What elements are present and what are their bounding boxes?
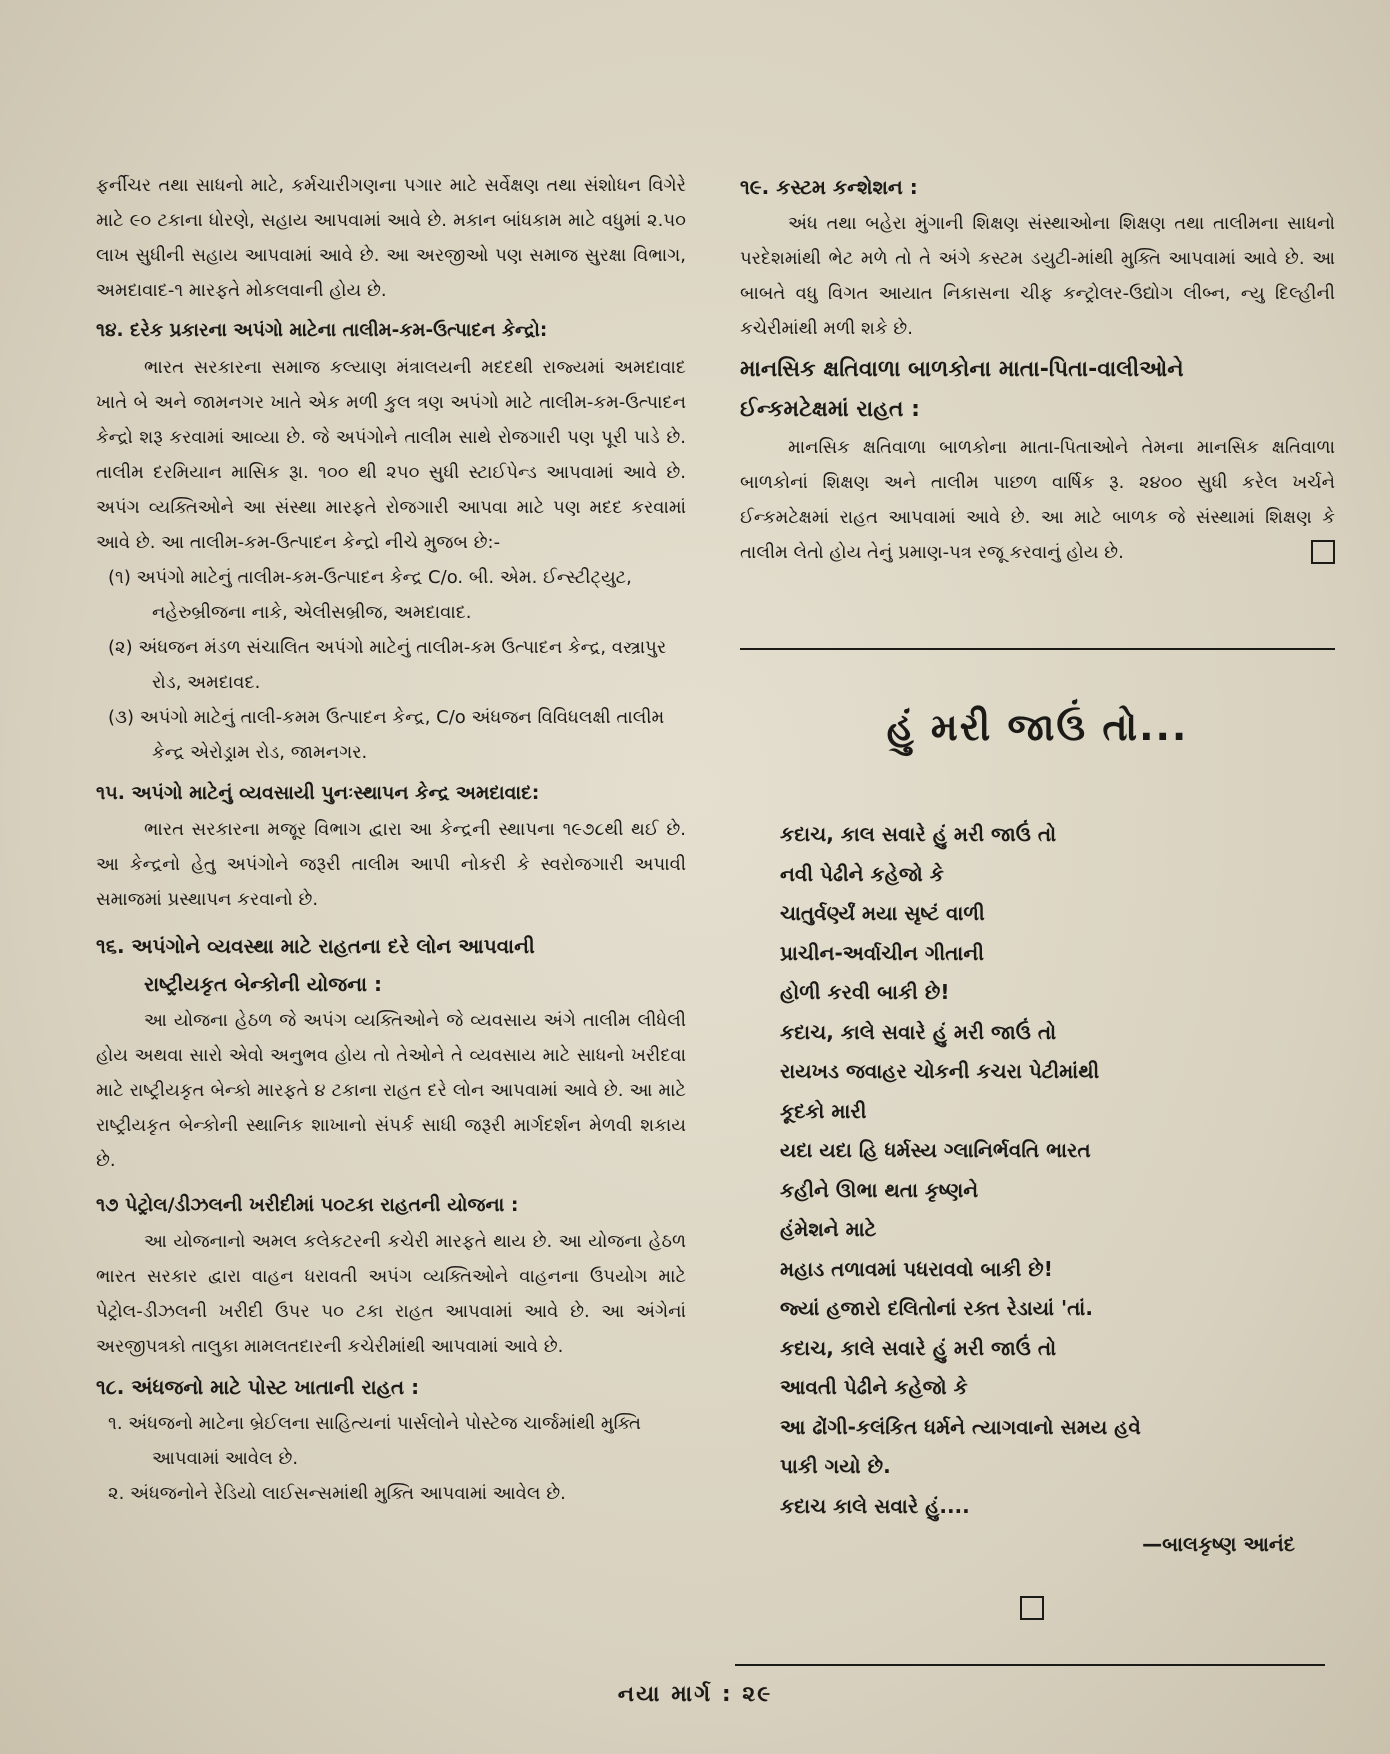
poem-line: રાયખડ જવાહર ચોકની કચરા પેટીમાંથી <box>780 1059 1100 1083</box>
section-14-body: ભારત સરકારના સમાજ કલ્યાણ મંત્રાલયની મદદથી રાજ્યમાં અમદાવાદ ખાતે બે અને જામનગર ખાતે એક મળી કુલ ત્રણ અપંગો માટે તાલીમ-કમ-ઉત્પાદન કેન્દ્રો શરૂ કરવામાં આવ્યા છે. જે અપંગોને તાલીમ સાથે રોજગારી પણ પૂરી પાડે છે. તાલીમ દરમિયાન માસિક રૂા. ૧૦૦ થી ૨૫૦ સુધી સ્ટાઈપેન્ડ આપવામાં આવે છે. અપંગ વ્યક્તિઓને આ સંસ્થા મારફતે રોજગારી આપવા માટે પણ મદદ કરવામાં આવે છે. આ તાલીમ-કમ-ઉત્પાદન કેન્દ્રો નીચે મુજબ છે:- <box>96 357 686 553</box>
poem-line: પ્રાચીન-અર્વાચીન ગીતાની <box>780 940 984 965</box>
left-column <box>96 168 686 1511</box>
section-17-heading: ૧૭ પેટ્રોલ/ડીઝલની ખરીદીમાં ૫૦ટકા રાહતની યોજના : <box>96 1194 519 1216</box>
section-14-item: (૧) અપંગો માટેનું તાલીમ-કમ-ઉત્પાદન કેન્દ્ર C/o. બી. એમ. ઈન્સ્ટીટ્યુટ, નહેરુબ્રીજના નાકે, એલીસબ્રીજ, અમદાવાદ. <box>108 567 632 623</box>
section-14-heading: ૧૪. દરેક પ્રકારના અપંગો માટેના તાલીમ-કમ-ઉત્પાદન કેન્દ્રો: <box>96 320 548 341</box>
poem-line: હંમેશને માટે <box>780 1217 877 1241</box>
poem-end-marker <box>1020 1596 1044 1620</box>
end-box-icon <box>1311 540 1335 564</box>
section-16-body: આ યોજના હેઠળ જે અપંગ વ્યક્તિઓને જે વ્યવસાય અંગે તાલીમ લીધેલી હોય અથવા સારો એવો અનુભવ હોય તો તેઓને તે વ્યવસાય માટે સાધનો ખરીદવા માટે રાષ્ટ્રીયકૃત બેન્કો મારફતે ૪ ટકાના રાહત દરે લોન આપવામાં આવે છે. આ માટે રાષ્ટ્રીયકૃત બેન્કોની સ્થાનિક શાખાનો સંપર્ક સાધી જરૂરી માર્ગદર્શન મેળવી શકાય છે. <box>96 1010 686 1171</box>
poem-line: કદાચ, કાલે સવારે હું મરી જાઉં તો <box>780 1335 1057 1360</box>
intro-paragraph: ફર્નીચર તથા સાધનો માટે, કર્મચારીગણના પગાર માટે સર્વેક્ષણ તથા સંશોધન વિગેરે માટે ૯૦ ટકાના ધોરણે, સહાય આપવામાં આવે છે. મકાન બાંધકામ માટે વધુમાં ૨.૫૦ લાખ સુધીની સહાય આપવામાં આવે છે. આ અરજીઓ પણ સમાજ સુરક્ષા વિભાગ, અમદાવાદ-૧ મારફતે મોકલવાની હોય છે. <box>96 175 686 301</box>
poem-line: કહીને ઊભા થતા કૃષ્ણને <box>780 1177 979 1202</box>
section-14-item: (૨) અંધજન મંડળ સંચાલિત અપંગો માટેનું તાલીમ-કમ ઉત્પાદન કેન્દ્ર, વસ્ત્રાપુર રોડ, અમદાવદ. <box>108 637 667 693</box>
right-column <box>740 168 1335 564</box>
section-divider <box>740 648 1335 650</box>
poem-line: નવી પેઢીને કહેજો કે <box>780 861 944 886</box>
section-19-heading: ૧૯. કસ્ટમ કન્શેશન : <box>740 175 918 199</box>
poem-line: કૂદકો મારી <box>780 1098 867 1123</box>
page-footer: નયા માર્ગ : ૨૯ <box>617 1682 773 1707</box>
section-14-item: (૩) અપંગો માટેનું તાલી-કમમ ઉત્પાદન કેન્દ્ર, C/o અંધજન વિવિધલક્ષી તાલીમ કેન્દ્ર એરોડ્રામ રોડ, જામનગર. <box>108 707 665 763</box>
poem <box>780 815 1320 1526</box>
section-19-body: અંધ તથા બહેરા મુંગાની શિક્ષણ સંસ્થાઓના શિક્ષણ તથા તાલીમના સાધનો પરદેશમાંથી ભેટ મળે તો તે અંગે કસ્ટમ ડયુટી-માંથી મુક્તિ આપવામાં આવે છે. આ બાબતે વધુ વિગત આયાત નિકાસના ચીફ કન્ટ્રોલર-ઉદ્યોગ લીબ્ન, ન્યુ દિલ્હીની કચેરીમાંથી મળી શકે છે. <box>740 213 1335 339</box>
section-20-heading: માનસિક ક્ષતિવાળા બાળકોના માતા-પિતા-વાલીઓને <box>740 357 1184 382</box>
section-20-body: માનસિક ક્ષતિવાળા બાળકોના માતા-પિતાઓને તેમના માનસિક ક્ષતિવાળા બાળકોનાં શિક્ષણ અને તાલીમ પાછળ વાર્ષિક રૂ. ૨૪૦૦ સુધી કરેલ ખર્ચને ઈન્કમટેક્ષમાં રાહત આપવામાં આવે છે. આ માટે બાળક જે સંસ્થામાં શિક્ષણ કે તાલીમ લેતો હોય તેનું પ્રમાણ-પત્ર રજૂ કરવાનું હોય છે. <box>740 437 1335 563</box>
poem-line: યદા યદા હિ ધર્મસ્ય ગ્લાનિર્ભવતિ ભારત <box>780 1138 1091 1162</box>
section-18-item: ૨. અંધજનોને રેડિયો લાઈસન્સમાંથી મુક્તિ આપવામાં આવેલ છે. <box>108 1483 566 1504</box>
section-15-body: ભારત સરકારના મજૂર વિભાગ દ્વારા આ કેન્દ્રની સ્થાપના ૧૯૭૮થી થઈ છે. આ કેન્દ્રનો હેતુ અપંગોને જરૂરી તાલીમ આપી નોકરી કે સ્વરોજગારી અપાવી સમાજમાં પ્રસ્થાપન કરવાનો છે. <box>96 819 686 910</box>
section-18-item: ૧. અંધજનો માટેના બ્રેઈલના સાહિત્યનાં પાર્સલોને પોસ્ટેજ ચાર્જમાંથી મુક્તિ આપવામાં આવેલ છે. <box>108 1413 641 1469</box>
end-box-icon <box>1020 1596 1044 1620</box>
section-15-heading: ૧૫. અપંગો માટેનું વ્યવસાયી પુનઃસ્થાપન કેન્દ્ર અમદાવાદ: <box>96 782 540 804</box>
section-16-heading: ૧૬. અપંગોને વ્યવસ્થા માટે રાહતના દરે લોન આપવાની <box>96 934 535 958</box>
poem-line: કદાચ, કાલ સવારે હું મરી જાઉં તો <box>780 822 1057 846</box>
section-16-heading-cont: રાષ્ટ્રીયકૃત બેન્કોની યોજના : <box>144 972 382 996</box>
poem-line: પાકી ગયો છે. <box>780 1454 891 1478</box>
poem-author: —બાલકૃષ્ણ આનંદ <box>1142 1532 1295 1556</box>
poem-line: જ્યાં હજારો દલિતોનાં રક્ત રેડાયાં 'તાં. <box>780 1296 1093 1320</box>
poem-title: હું મરી જાઉં તો... <box>886 705 1189 749</box>
section-18-heading: ૧૮. અંધજનો માટે પોસ્ટ ખાતાની રાહત : <box>96 1375 420 1399</box>
poem-line: આવતી પેઢીને કહેજો કે <box>780 1375 968 1399</box>
poem-line: હોળી કરવી બાકી છે! <box>780 980 950 1004</box>
section-17-body: આ યોજનાનો અમલ કલેકટરની કચેરી મારફતે થાય છે. આ યોજના હેઠળ ભારત સરકાર દ્વારા વાહન ધરાવતી અપંગ વ્યક્તિઓને વાહનના ઉપયોગ માટે પેટ્રોલ-ડીઝલની ખરીદી ઉપર ૫૦ ટકા રાહત આપવામાં આવે છે. આ અંગેનાં અરજીપત્રકો તાલુકા મામલતદારની કચેરીમાંથી આપવામાં આવે છે. <box>96 1231 686 1357</box>
poem-line: કદાચ કાલે સવારે હું.... <box>780 1493 970 1518</box>
poem-line: કદાચ, કાલે સવારે હું મરી જાઉં તો <box>780 1019 1057 1044</box>
section-20-heading-cont: ઈન્કમટેક્ષમાં રાહત : <box>740 397 920 422</box>
poem-line: આ ઢોંગી-કલંકિત ધર્મને ત્યાગવાનો સમય હવે <box>780 1414 1141 1439</box>
bottom-divider <box>735 1664 1325 1666</box>
poem-line: મહાડ તળાવમાં પધરાવવો બાકી છે! <box>780 1256 1053 1281</box>
poem-line: ચાતુર્વર્ણ્યં મયા સૃષ્ટં વાળી <box>780 901 985 925</box>
